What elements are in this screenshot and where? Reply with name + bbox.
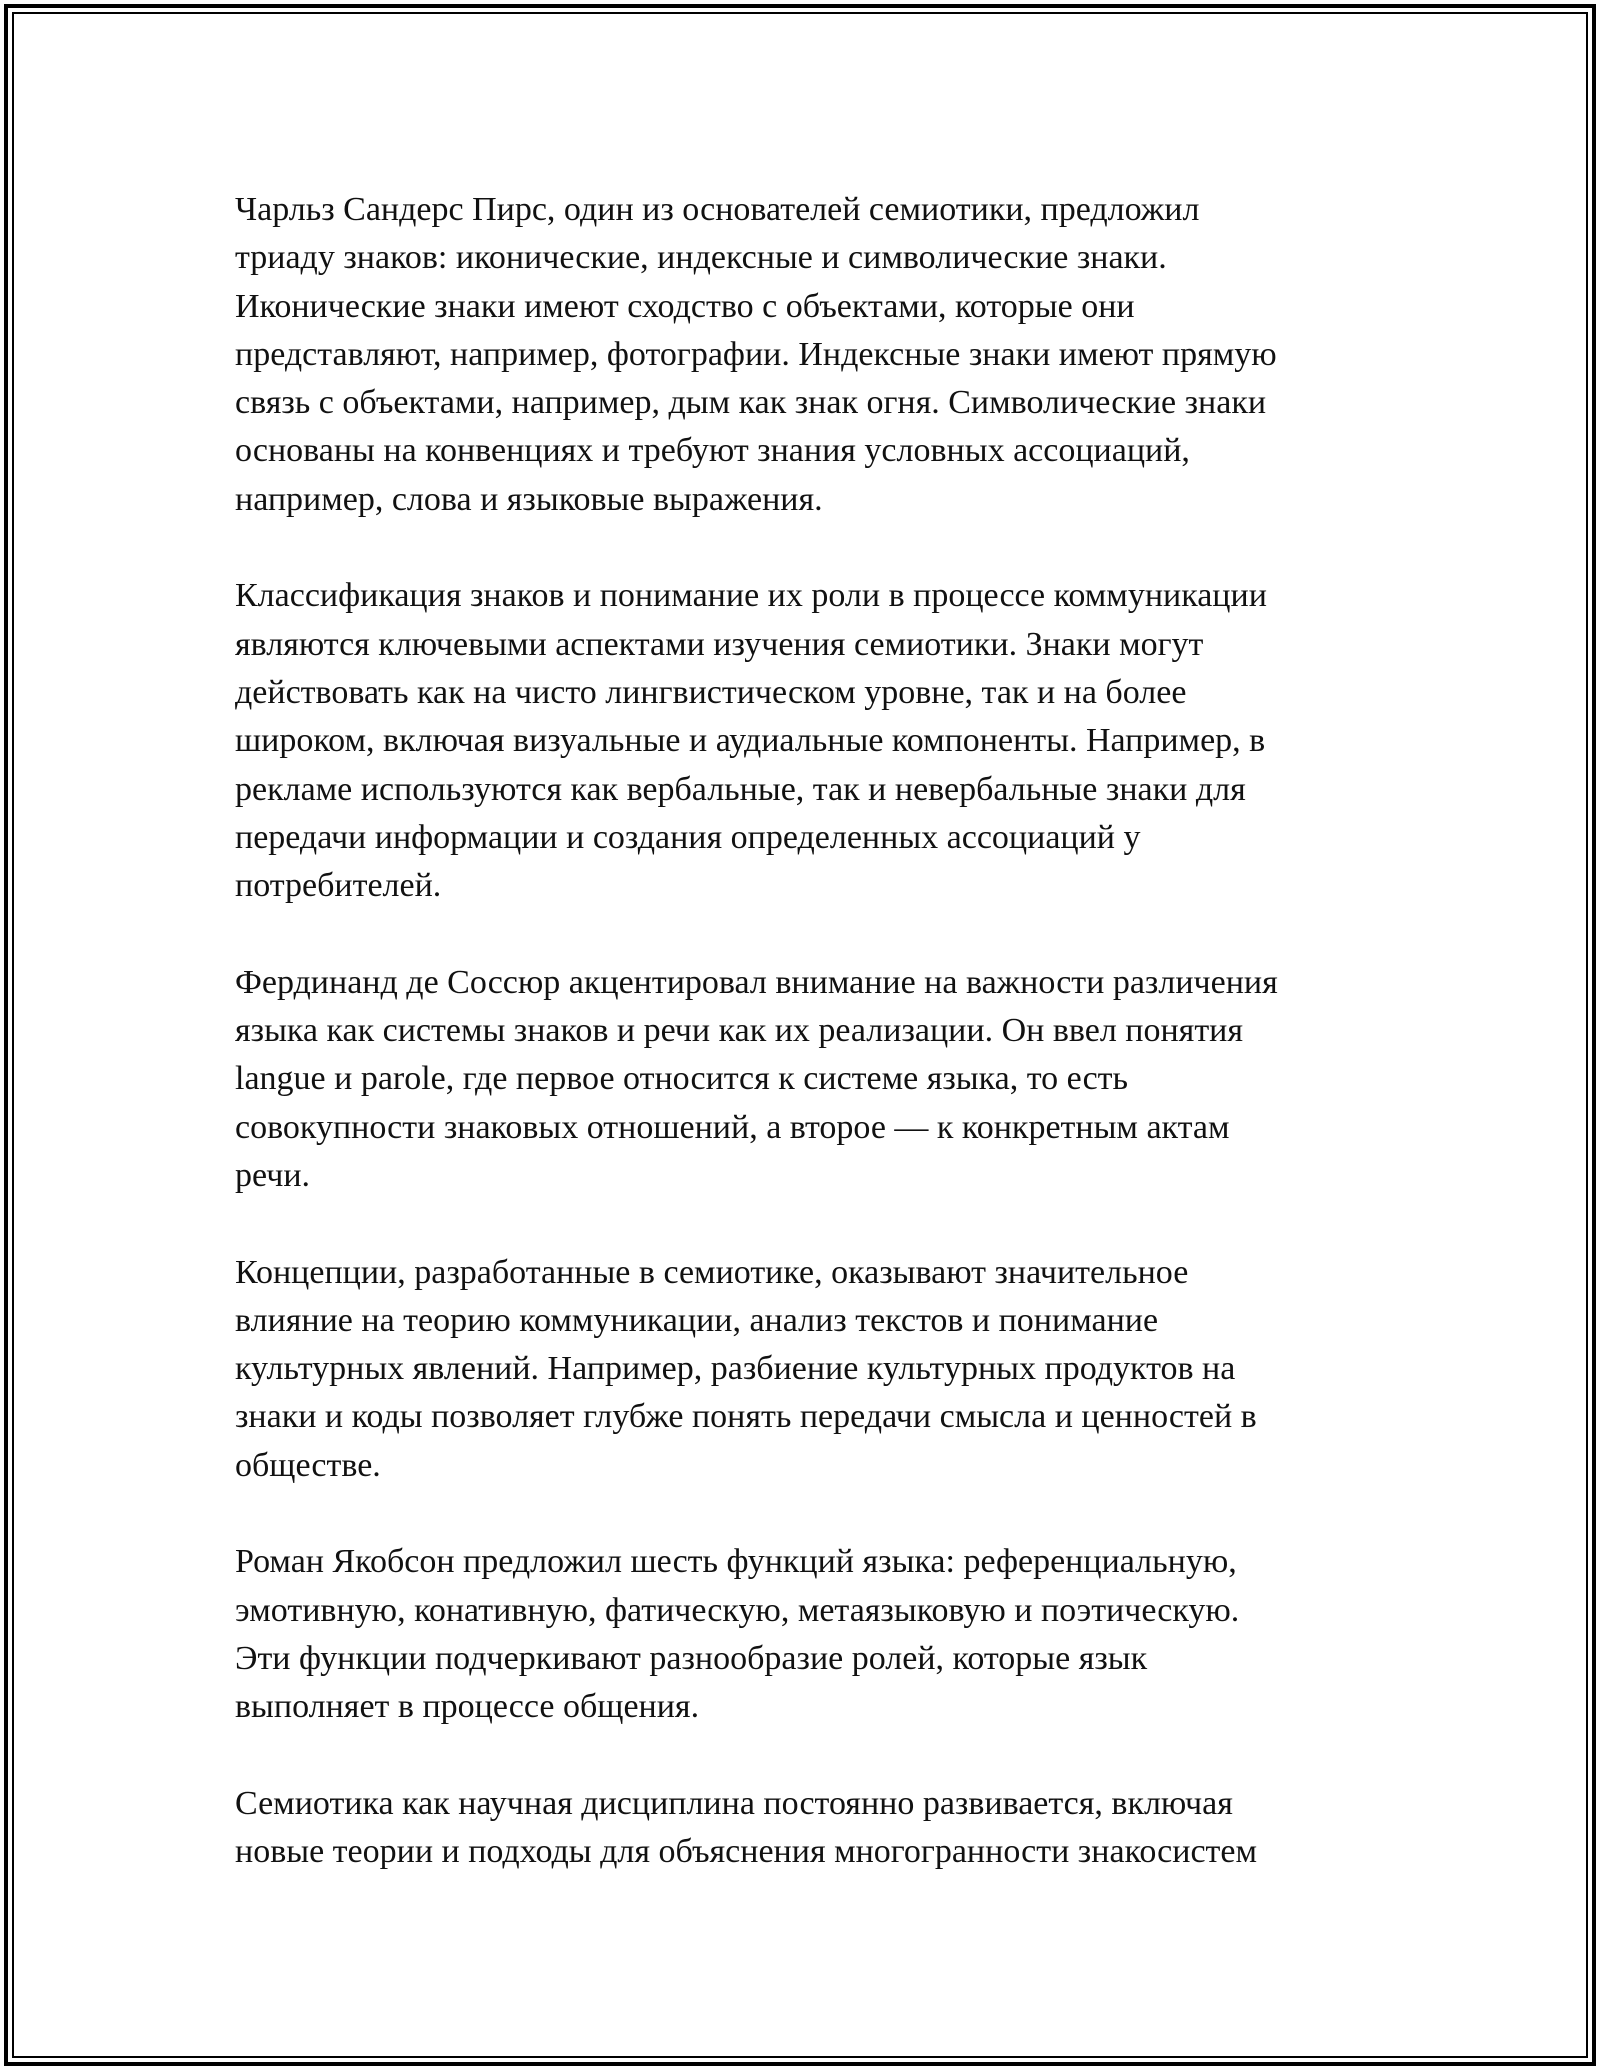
text-line: передачи информации и создания определенных ассоциаций у	[235, 818, 1141, 856]
text-line: речи.	[235, 1156, 311, 1194]
text-line: Классификация знаков и понимание их роли в процессе коммуникации	[235, 577, 1267, 615]
text-line: Фердинанд де Соссюр акцентировал внимание на важности различения	[235, 963, 1278, 1001]
text-line: новые теории и подходы для объяснения многогранности знакосистем	[235, 1833, 1258, 1871]
paragraph-classification	[235, 572, 1375, 910]
text-line: потребителей.	[235, 867, 442, 905]
text-line: Концепции, разработанные в семиотике, оказывают значительное	[235, 1253, 1189, 1291]
text-line: культурных явлений. Например, разбиение культурных продуктов на	[235, 1350, 1236, 1388]
text-line: Семиотика как научная дисциплина постоянно развивается, включая	[235, 1784, 1233, 1822]
text-line: эмотивную, конативную, фатическую, метаязыковую и поэтическую.	[235, 1591, 1240, 1629]
text-line: влияние на теорию коммуникации, анализ текстов и понимание	[235, 1301, 1159, 1339]
text-line: связь с объектами, например, дым как знак огня. Символические знаки	[235, 384, 1267, 422]
text-line: представляют, например, фотографии. Индексные знаки имеют прямую	[235, 335, 1277, 373]
paragraph-peirce	[235, 186, 1375, 524]
text-line: рекламе используются как вербальные, так и невербальные знаки для	[235, 770, 1246, 808]
text-line: выполняет в процессе общения.	[235, 1688, 700, 1726]
text-line: Чарльз Сандерс Пирс, один из основателей семиотики, предложил	[235, 191, 1200, 228]
text-line: обществе.	[235, 1446, 381, 1484]
text-line: Эти функции подчеркивают разнообразие ролей, которые язык	[235, 1639, 1148, 1677]
text-line: например, слова и языковые выражения.	[235, 480, 823, 518]
text-line: совокупности знаковых отношений, а второе — к конкретным актам	[235, 1108, 1230, 1146]
text-line: триаду знаков: иконические, индексные и символические знаки.	[235, 239, 1167, 277]
paragraph-saussure	[235, 959, 1375, 1200]
text-line: Роман Якобсон предложил шесть функций языка: референциальную,	[235, 1543, 1237, 1581]
text-line: знаки и коды позволяет глубже понять передачи смысла и ценностей в	[235, 1398, 1257, 1436]
paragraph-jakobson	[235, 1538, 1375, 1731]
text-line: действовать как на чисто лингвистическом уровне, так и на более	[235, 673, 1187, 711]
text-line: широком, включая визуальные и аудиальные компоненты. Например, в	[235, 722, 1266, 760]
text-line: Иконические знаки имеют сходство с объектами, которые они	[235, 287, 1135, 325]
text-line: языка как системы знаков и речи как их реализации. Он ввел понятия	[235, 1012, 1244, 1050]
paragraph-concepts	[235, 1249, 1375, 1490]
text-line: основаны на конвенциях и требуют знания условных ассоциаций,	[235, 432, 1190, 470]
text-line: langue и parole, где первое относится к системе языка, то есть	[235, 1060, 1129, 1098]
text-line: являются ключевыми аспектами изучения семиотики. Знаки могут	[235, 625, 1204, 663]
paragraph-discipline	[235, 1780, 1375, 1877]
document-body	[235, 186, 1375, 1925]
